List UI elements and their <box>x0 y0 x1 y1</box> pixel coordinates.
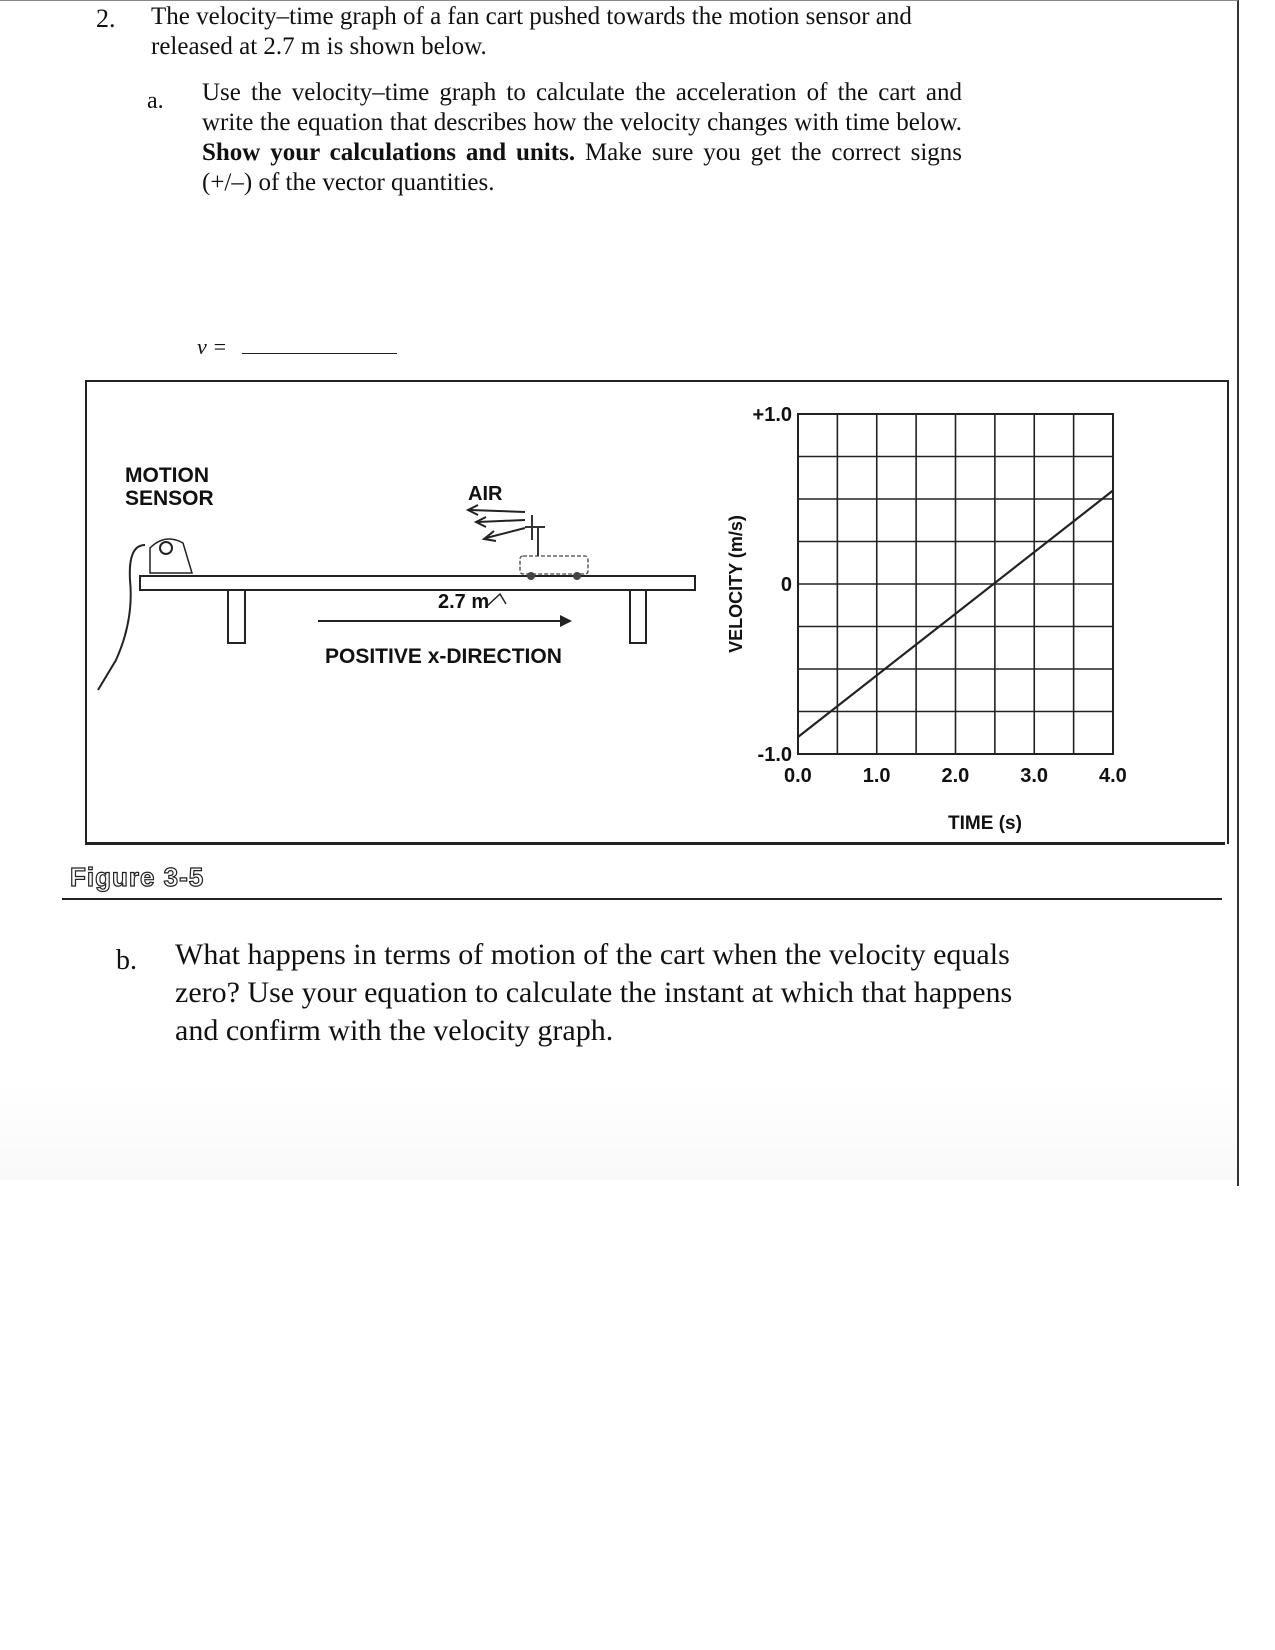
chart-x-axis-label: TIME (s) <box>948 813 1022 834</box>
part-a-text-2: Make sure you get the correct signs (+/–) of the vector quantities. <box>202 139 962 196</box>
x-tick-label: 4.0 <box>1099 765 1127 787</box>
chart-grid <box>798 414 1113 754</box>
positive-direction-arrow-icon <box>318 615 572 627</box>
part-a-label: a. <box>147 88 164 114</box>
y-tick-label: 0 <box>780 574 792 596</box>
y-tick-label: +1.0 <box>752 404 792 426</box>
motion-sensor-icon <box>98 539 192 690</box>
figure-label-rule <box>62 898 1222 900</box>
track-icon <box>140 576 695 643</box>
question-number: 2. <box>96 4 116 33</box>
velocity-time-chart <box>726 404 1127 834</box>
part-a-text-bold: Show your calculations and units. <box>202 139 576 166</box>
scan-shading <box>0 1080 1237 1180</box>
air-label: AIR <box>468 483 503 505</box>
distance-label: 2.7 m <box>438 591 490 613</box>
x-tick-label: 3.0 <box>1020 765 1049 787</box>
velocity-answer-label: v = <box>197 334 228 359</box>
figure-label: Figure 3-5 <box>70 862 205 892</box>
sensor-label-line2: SENSOR <box>125 487 214 510</box>
x-tick-label: 1.0 <box>862 765 891 787</box>
y-tick-label: -1.0 <box>757 744 792 766</box>
part-a-text-1: Use the velocity–time graph to calculate the acceleration of the cart and write the equation that describes how the velocity changes with time below. <box>202 79 962 136</box>
question-intro-line-2: released at 2.7 m is shown below. <box>151 33 487 60</box>
distance-tick-icon <box>487 594 506 606</box>
sensor-label-line1: MOTION <box>125 464 209 487</box>
part-b-text: What happens in terms of motion of the cart when the velocity equals zero? Use your equation to calculate the instant at which that happens and confirm with the velocity graph. <box>175 938 1013 1047</box>
x-tick-label: 2.0 <box>941 765 970 787</box>
fan-cart-icon <box>520 515 588 580</box>
x-tick-label: 0.0 <box>784 765 812 787</box>
chart-y-axis-label: VELOCITY (m/s) <box>726 515 746 653</box>
direction-label: POSITIVE x-DIRECTION <box>325 645 562 668</box>
question-intro-line-1: The velocity–time graph of a fan cart pushed towards the motion sensor and <box>151 3 912 30</box>
apparatus-diagram <box>98 464 695 690</box>
part-b-label: b. <box>116 945 137 976</box>
air-flow-arrows-icon <box>468 505 525 541</box>
